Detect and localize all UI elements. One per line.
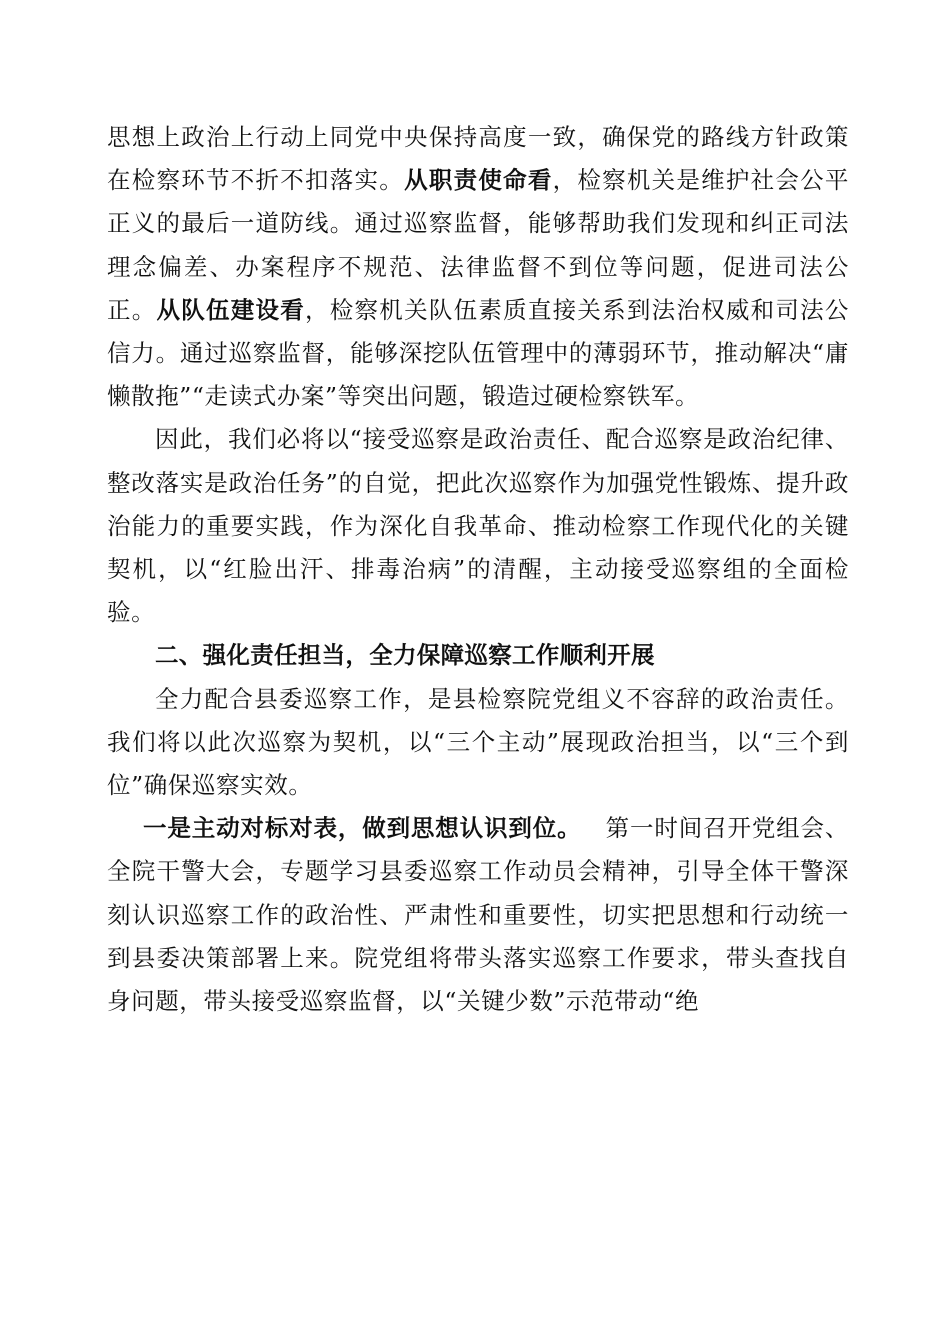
section-heading: 二、强化责任担当，全力保障巡察工作顺利开展 [155,641,655,670]
document-page [107,116,849,1023]
paragraph-text: ，检察机关队伍素质直接关系到法治权威和司法公信力。通过巡察监督，能够深挖队伍管理中的薄弱环节，推动解决“庸懒散拖”“走读式办案”等突出问题，锻造过硬检察铁军。 [107,295,849,411]
bold-lead-point-one: 一是主动对标对表，做到思想认识到位。 [143,814,582,843]
bold-phrase-duty-mission: 从职责使命看 [404,166,553,195]
paragraph-therefore: 因此，我们必将以“接受巡察是政治责任、配合巡察是政治纪律、整改落实是政治任务”的自觉，把此次巡察作为加强党性锻炼、提升政治能力的重要实践，作为深化自我革命、推动检察工作现代化的关键契机，以“红脸出汗、排毒治病”的清醒，主动接受巡察组的全面检验。 [107,425,849,627]
paragraph-point-one [107,807,849,1023]
paragraph-text: ，检察机关是维护社会公平正义的最后一道防线。通过巡察监督，能够帮助我们发现和纠正司法理念偏差、办案程序不规范、法律监督不到位等问题，促进司法公正。 [107,166,849,324]
bold-phrase-team-building: 从队伍建设看 [156,295,306,324]
paragraph-responsibility [107,116,849,418]
paragraph-text: 第一时间召开党组会、全院干警大会，专题学习县委巡察工作动员会精神，引导全体干警深刻认识巡察工作的政治性、严肃性和重要性，切实把思想和行动统一到县委决策部署上来。院党组将带头落实巡察工作要求，带头查找自身问题，带头接受巡察监督，以“关键少数”示范带动“绝 [107,814,849,1016]
paragraph-full-cooperation: 全力配合县委巡察工作，是县检察院党组义不容辞的政治责任。我们将以此次巡察为契机，以“三个主动”展现政治担当，以“三个到位”确保巡察实效。 [107,684,849,800]
paragraph-text: 思想上政治上行动上同党中央保持高度一致，确保党的路线方针政策在检察环节不折不扣落实。 [107,123,849,195]
